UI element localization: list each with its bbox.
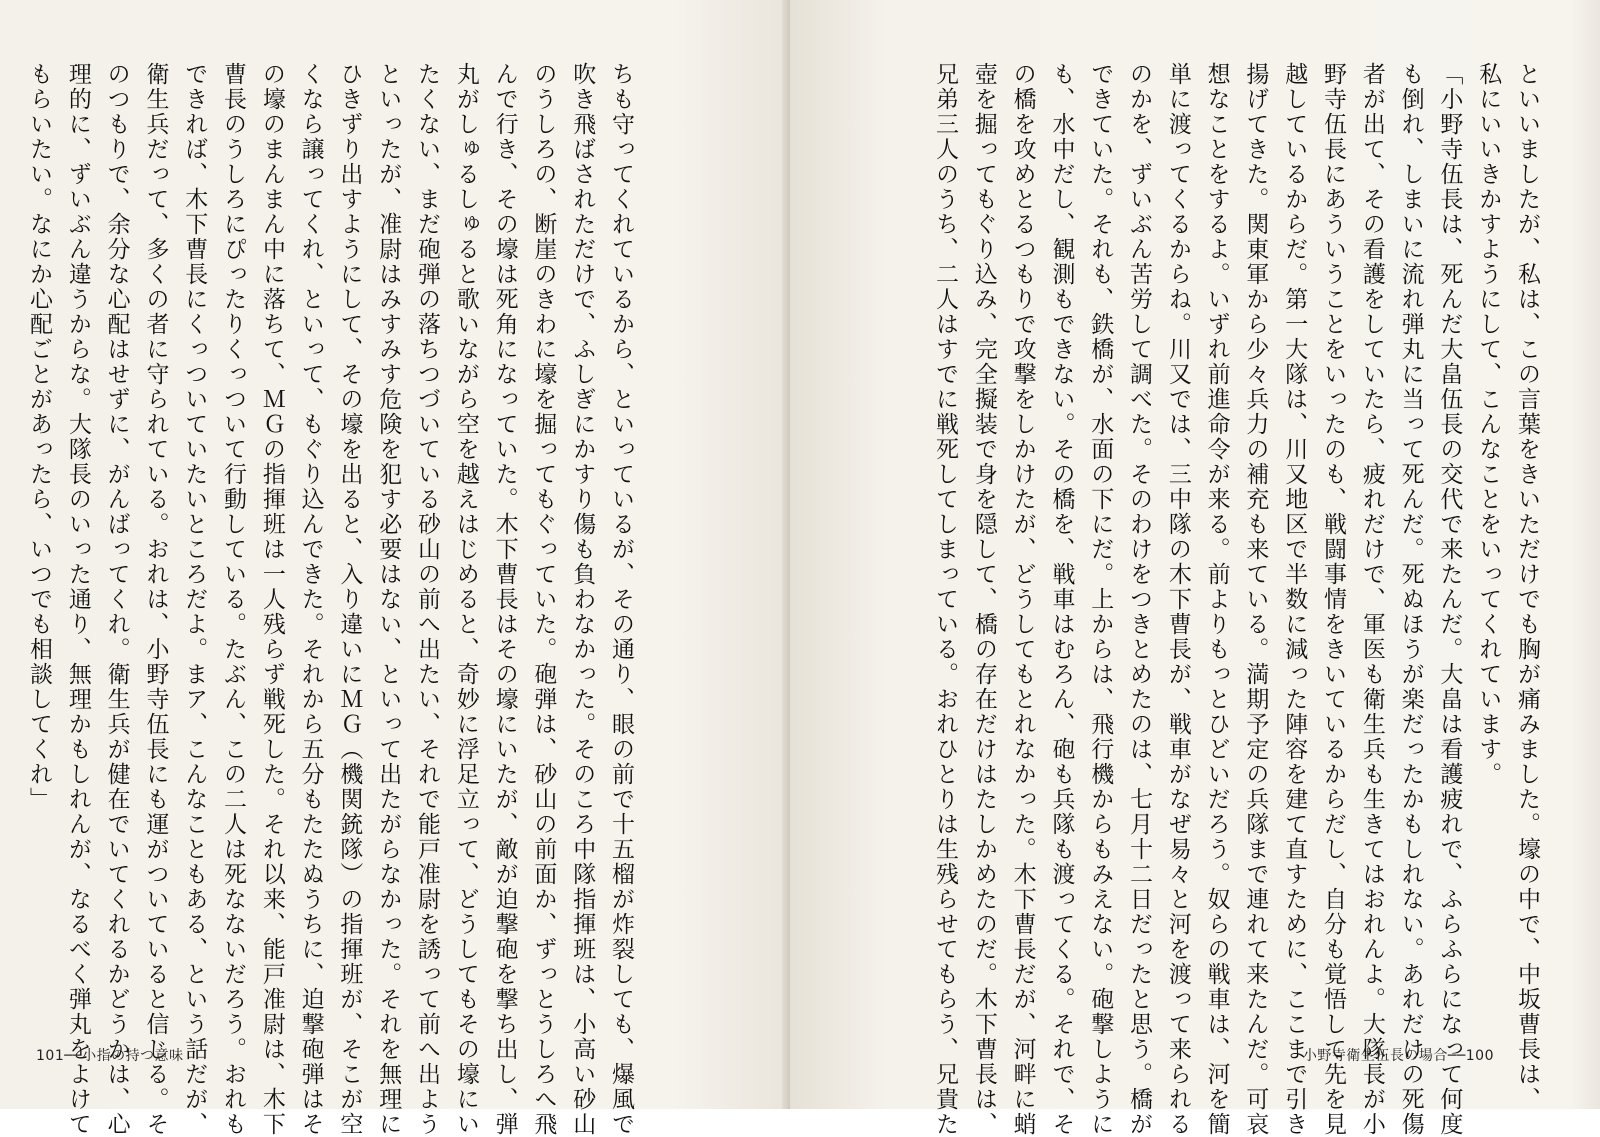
- text-line: のうしろの、断崖のきわに壕を掘ってもぐっていた。砲弾は、砂山の前面か、ずっとうしろへ飛: [530, 62, 557, 1137]
- text-line: の壕のまんまん中に落ちて、ＭＧの指揮班は一人残らず戦死した。それ以来、能戸准尉は、木下: [258, 62, 285, 1137]
- right-page: [790, 0, 1600, 1137]
- text-line: ひきずり出すようにして、その壕を出ると、入り違いにＭＧ（機関銃隊）の指揮班が、そこが空: [336, 62, 363, 1137]
- text-line: 単に渡ってくるからね。川又では、三中隊の木下曹長が、戦車がなぜ易々と河を渡って来られる: [1164, 62, 1191, 1137]
- page-edge-shadow: [1570, 0, 1600, 1109]
- right-page-folio: 小野寺衛生伍長の場合──100: [1302, 1048, 1494, 1064]
- text-line: 越しているからだ。第一大隊は、川又地区で半数に減った陣容を建て直すために、ここまで引き: [1281, 62, 1308, 1137]
- text-line: もらいたい。なにか心配ごとがあったら、いつでも相談してくれ」: [26, 62, 53, 812]
- left-page: [0, 0, 790, 1137]
- text-line: 兄弟三人のうち、二人はすでに戦死してしまっている。おれひとりは生残らせてもらう、兄貴た: [932, 62, 959, 1137]
- text-line: 野寺伍長にあういうことをいったのも、戦闘事情をきいているからだし、自分も覚悟して先を見: [1320, 62, 1347, 1137]
- text-line: 揚げてきた。関東軍から少々兵力の補充も来ている。満期予定の兵隊まで連れて来たんだ。可哀: [1242, 62, 1269, 1137]
- text-line: 壺を掘ってもぐり込み、完全擬装で身を隠して、橋の存在だけはたしかめたのだ。木下曹長は、: [970, 62, 997, 1137]
- text-line: といいましたが、私は、この言葉をきいただけでも胸が痛みました。壕の中で、中坂曹長は、: [1514, 62, 1540, 1112]
- text-line: できれば、木下曹長にくっついていたいところだよ。まア、こんなこともある、という話だが、: [181, 62, 208, 1137]
- text-line: くなら譲ってくれ、といって、もぐり込んできた。それから五分もたたぬうちに、迫撃砲弾はそ: [297, 62, 324, 1137]
- text-line: 者が出て、その看護をしていたら、疲れだけで、軍医も衛生兵も生きてはおれんよ。大隊長が小: [1358, 62, 1385, 1137]
- text-line: 理的に、ずいぶん違うからな。大隊長のいった通り、無理かもしれんが、なるべく弾丸をよけて: [64, 62, 91, 1137]
- text-line: のかを、ずいぶん苦労して調べた。そのわけをつきとめたのは、七月十二日だったと思う。橋が: [1126, 62, 1153, 1137]
- text-line: といったが、准尉はみすみす危険を犯す必要はない、といって出たがらなかった。それを無理に: [375, 62, 402, 1137]
- text-line: 「小野寺伍長は、死んだ大畠伍長の交代で来たんだ。大畠は看護疲れで、ふらふらになって何度: [1436, 62, 1463, 1137]
- text-line: 吹き飛ばされただけで、ふしぎにかすり傷も負わなかった。そのころ中隊指揮班は、小高い砂山: [569, 62, 596, 1137]
- text-line: の橋を攻めとるつもりで攻撃をしかけたが、どうしてもとれなかった。木下曹長だが、河畔に蛸: [1009, 62, 1036, 1137]
- text-line: たくない、まだ砲弾の落ちつづいている砂山の前へ出たい、それで能戸准尉を誘って前へ出よう: [414, 62, 441, 1137]
- text-line: 衛生兵だって、多くの者に守られている。おれは、小野寺伍長にも運がついていると信じる。そ: [142, 62, 169, 1137]
- left-page-folio: 101──小指の持つ意味: [36, 1048, 184, 1064]
- text-line: 想なことをするよ。いずれ前進命令が来る。前よりもっとひどいだろう。奴らの戦車は、河を簡: [1203, 62, 1230, 1137]
- text-line: 私にいいきかすようにして、こんなことをいってくれています。: [1475, 62, 1502, 787]
- text-line: できていた。それも、鉄橋が、水面の下にだ。上からは、飛行機からもみえない。砲撃しように: [1087, 62, 1114, 1137]
- text-line: 曹長のうしろにぴったりくっついて行動している。たぶん、この二人は死なないだろう。おれも: [220, 62, 247, 1137]
- text-line: のつもりで、余分な心配はせずに、がんばってくれ。衛生兵が健在でいてくれるかどうかは、心: [103, 62, 130, 1137]
- text-line: も倒れ、しまいに流れ弾丸に当って死んだ。死ぬほうが楽だったかもしれない。あれだけの死傷: [1397, 62, 1424, 1137]
- text-line: 丸がしゅるしゅると歌いながら空を越えはじめると、奇妙に浮足立って、どうしてもその壕にい: [452, 62, 479, 1137]
- text-line: んで行き、その壕は死角になっていた。木下曹長はその壕にいたが、敵が迫撃砲を撃ち出し、弾: [491, 62, 518, 1137]
- text-line: ちも守ってくれているから、といっているが、その通り、眼の前で十五榴が炸裂しても、爆風で: [608, 62, 634, 1137]
- text-line: も、水中だし、観測もできない。その橋を、戦車はむろん、砲も兵隊も渡ってくる。それで、そ: [1048, 62, 1075, 1137]
